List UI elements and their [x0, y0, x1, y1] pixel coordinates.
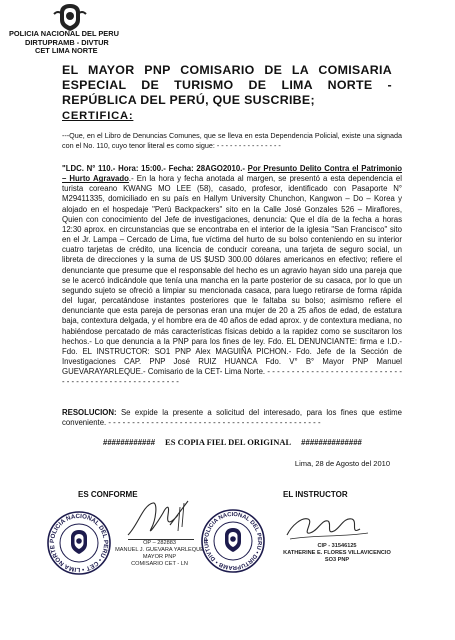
instructor-cip: CIP - 31546125	[317, 543, 357, 549]
complaint-text: .- En la hora y fecha anotada al margen, se presentó a esta dependencia el turista coreano KWANG MO LEE (58), casado, profesor, identificado con Pasaporte N° M29411335, domiciliado en su país en Hallym University Chunchon, Kangwon – Do – Korea y alojado en el hospedaje "Perú Backpackers" sito en la Calle José Gonzales 526 – Miraflores, Quien con conocimiento del Jefe de investigaciones, denuncia: Que el día de la fecha a horas 12:30 aprox. en circunstancias que se encontraba en el interior de la iglesia "San Francisco" sito en el Jr. Lampa – Cercado de Lima, fue víctima del hurto de su bolso conteniendo en su interior cuatro tarjetas de crédito, una licencia de conducir coreana, una tarjeta de seguro social, un libreta de direcciones y la suma de US $USD 300.00 dólares americanos en efectivo; refiere el denunciante que presume que el responsable del hecho es un agravio hayan sido una pareja que se le acercó indicándole que tenía una mancha en la parte posterior de su casaca, por lo que un segundo sujeto se ofreció a limpiar su mencionada casaca, para luego retirarse de forma rápida del lugar, percatándose instantes posteriores que le faltaba su bolso; asimismo refiere el denunciante que esta pareja de personas eran una mujer de 20 a 25 años de edad, de estatura baja, contextura delgada, y el hombre era de 40 años de edad aprox. y de contextura mediana, no habiéndose percatado de más características físicas debido a la rapidez como se suscitaron los hechos.- Lo que denuncia a la PNP para los fines de ley. Fdo. EL DENUNCIANTE: firma e I.D.- Fdo. EL INSTRUCTOR: SO1 PNP Alex MAGUIÑA PICHON.- Fdo. Jefe de la Sección de Investigaciones CAP. PNP José RUIZ HUANCA Fdo. V° B° Mayor PNP Manuel GUEVARAYARLEQUE.- Comisario de la CET- Lima Norte. - - - - - - - - - - - - - - - - - - - - - - - - - - - - - - - - - - - - - - - - - - - - - - - - - - - - -	[62, 174, 402, 387]
signature-commander	[118, 495, 198, 543]
certifica-heading: CERTIFICA:	[62, 110, 134, 122]
commander-cip: OP – 282883	[143, 540, 176, 546]
resolucion-text: Se expide la presente a solicitud del interesado, para los fines que estime conveniente. - - - - - - - - - - - - - - - - - - - - - - - - - - - - - - - - - - - - - - - - - - - - -	[62, 408, 402, 428]
copy-statement: ES COPIA FIEL DEL ORIGINAL	[165, 437, 292, 447]
police-emblem-icon	[50, 2, 90, 32]
copy-hash-left: ############	[103, 438, 156, 447]
police-seal-right	[200, 508, 266, 574]
copy-hash-right: ##############	[301, 438, 362, 447]
commander-post: COMISARIO CET - LN	[131, 561, 188, 567]
intro-paragraph: ---Que, en el Libro de Denuncias Comunes, que se lleva en esta Dependencia Policial, existe una signada con el No. 110, cuyo tenor literal es como sigue: - - - - - - - - - - - - - - -	[62, 131, 402, 150]
instructor-rank: SO3 PNP	[324, 557, 350, 563]
header-line-1: POLICIA NACIONAL DEL PERU	[9, 29, 119, 38]
conforme-heading: ES CONFORME	[78, 490, 138, 499]
header-line-3: CET LIMA NORTE	[35, 46, 98, 55]
commander-rank: MAYOR PNP	[142, 554, 177, 560]
police-seal-left	[46, 510, 112, 576]
copy-certification-line	[103, 437, 362, 447]
document-title: EL MAYOR PNP COMISARIO DE LA COMISARIA ESPECIAL DE TURISMO DE LIMA NORTE - REPÚBLICA DEL PERÚ, QUE SUSCRIBE;	[62, 63, 392, 107]
complaint-lead: "LDC. N° 110.- Hora: 15:00.- Fecha: 28AGO2010.-	[62, 164, 248, 173]
issue-date: Lima, 28 de Agosto del 2010	[294, 459, 390, 468]
svg-text:POLICIA NACIONAL DEL PERU • CE: POLICIA NACIONAL DEL PERU • CET • LIMA NORTE	[48, 512, 110, 574]
complaint-subject: Por Presunto Delito Contra el Patrimonio – Hurto Agravado	[62, 164, 402, 184]
commander-name: MANUEL J. GUEVARA YARLEQUE	[115, 547, 204, 553]
instructor-name: KATHERINE E. FLORES VILLAVICENCIO	[283, 550, 391, 556]
instructor-heading: EL INSTRUCTOR	[283, 490, 348, 499]
resolucion-label: RESOLUCION:	[62, 408, 117, 417]
resolucion-paragraph	[62, 408, 402, 428]
signature-instructor	[282, 505, 372, 545]
complaint-paragraph	[62, 164, 402, 387]
instructor-signature-block	[282, 543, 392, 564]
header-line-2: DIRTUPRAMB - DIVTUR	[25, 38, 109, 47]
commander-signature-block	[112, 540, 207, 568]
svg-text:POLICIA NACIONAL DEL PERU • DI: POLICIA NACIONAL DEL PERU • DIRTUPRAMB • DIVTUR	[203, 511, 263, 571]
